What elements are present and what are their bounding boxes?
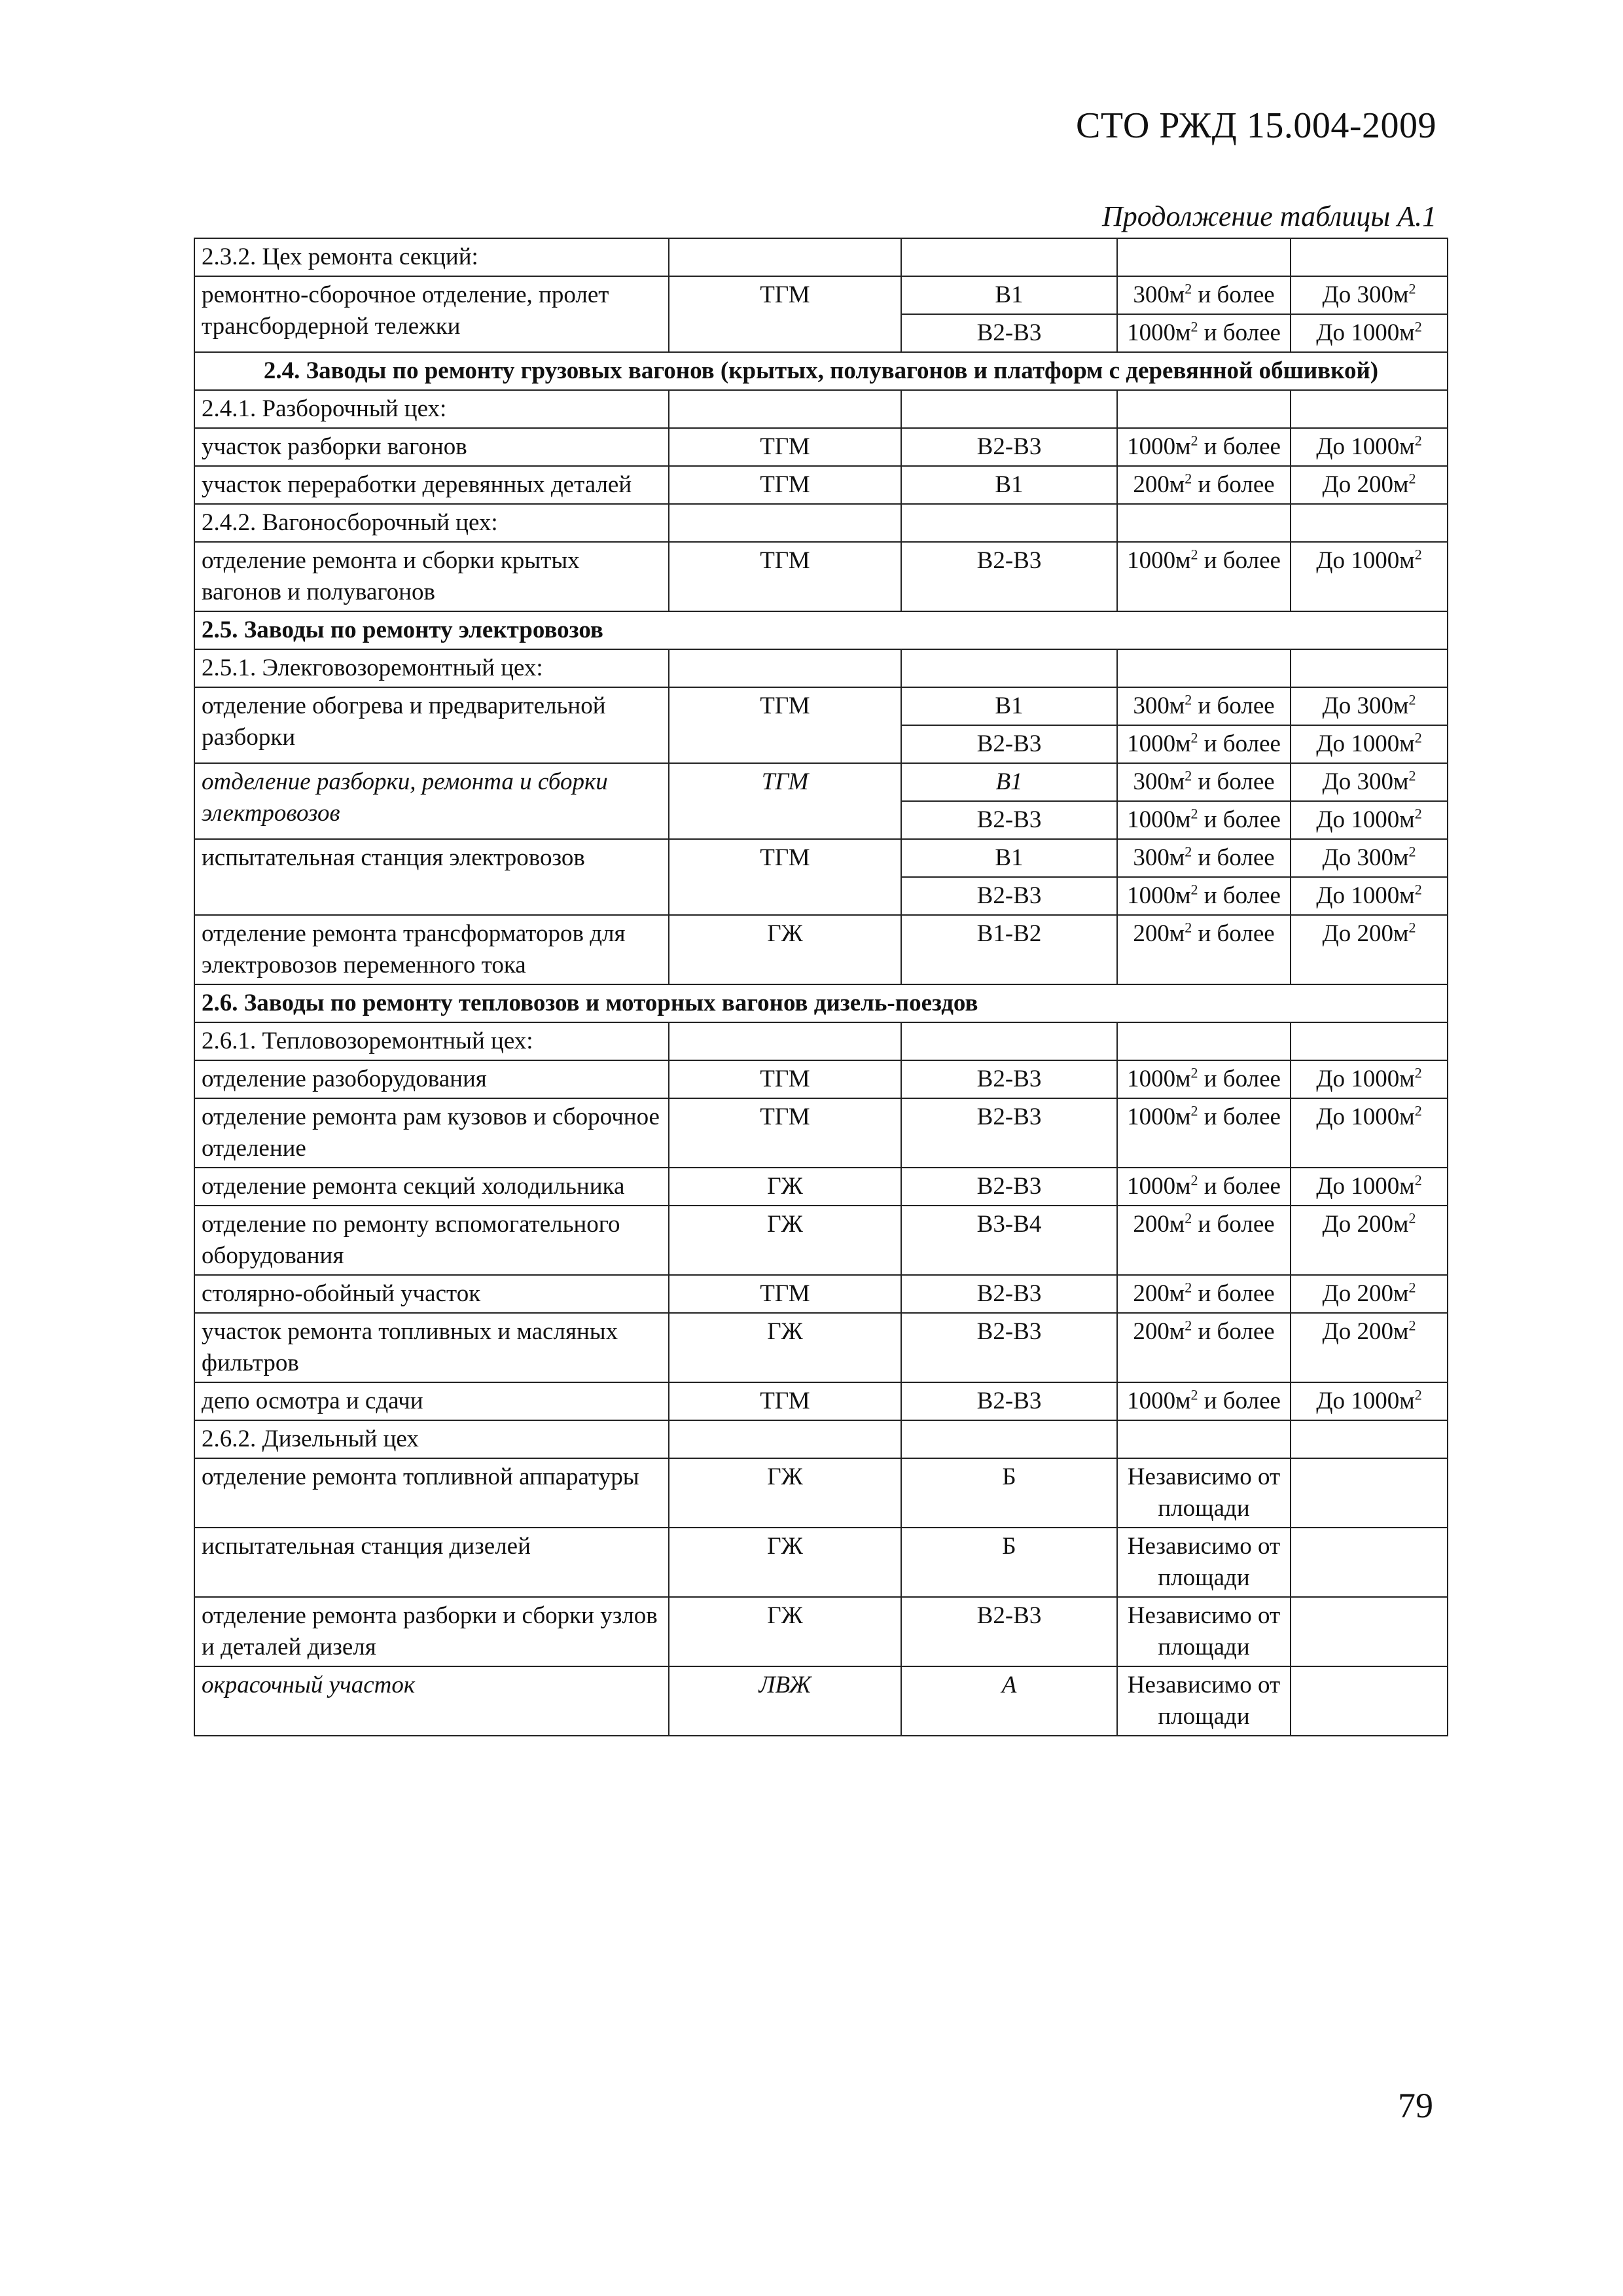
sup-2: 2 [1190, 318, 1198, 335]
page-number: 79 [1398, 2086, 1433, 2125]
area-value: 1000 [1127, 806, 1176, 833]
table-row [194, 390, 1448, 428]
limit-cell [1291, 763, 1448, 801]
table-row [194, 763, 1448, 801]
category-cell: ТГМ [669, 839, 901, 915]
empty-cell [1291, 238, 1448, 276]
sup-2: 2 [1414, 1386, 1422, 1403]
empty-cell [1291, 390, 1448, 428]
area-cell: Независимо от площади [1117, 1528, 1291, 1597]
category-cell: ТГМ [669, 1275, 901, 1313]
category-cell: ГЖ [669, 1528, 901, 1597]
category-cell: ГЖ [669, 1168, 901, 1206]
sup-2: 2 [1190, 546, 1198, 563]
area-cell: $1000м^2$ и более [1117, 1382, 1291, 1420]
class-cell: В1 [901, 276, 1117, 314]
table-row [194, 1206, 1448, 1275]
category-cell: ЛВЖ [669, 1666, 901, 1736]
category-cell: ТГМ [669, 1098, 901, 1168]
class-cell: В2-В3 [901, 725, 1117, 763]
area-tail: и более [1198, 882, 1281, 909]
limit-cell [1291, 725, 1448, 763]
area-cell: $300м^2$ и более [1117, 276, 1291, 314]
area-cell: $1000м^2$ и более [1117, 542, 1291, 611]
sup-2: 2 [1414, 1102, 1422, 1119]
area-value: 1000 [1127, 1103, 1176, 1130]
category-cell: ТГМ [669, 763, 901, 839]
area-value: 200 [1133, 471, 1169, 498]
empty-cell [669, 238, 901, 276]
limit-value: До 1000м [1316, 1388, 1415, 1414]
empty-cell [901, 649, 1117, 687]
empty-cell [901, 238, 1117, 276]
category-cell: ГЖ [669, 915, 901, 984]
class-cell: В2-В3 [901, 1313, 1117, 1382]
room-name: участок разборки вагонов [194, 428, 669, 466]
table-row [194, 1666, 1448, 1736]
limit-value: До 200м [1322, 1280, 1409, 1307]
table-row [194, 1168, 1448, 1206]
limit-value: До 200м [1322, 471, 1409, 498]
area-value: 1000 [1127, 319, 1176, 346]
area-cell: $1000м^2$ и более [1117, 801, 1291, 839]
empty-cell [901, 390, 1117, 428]
sup-2: 2 [1408, 1210, 1416, 1227]
room-name: отделение ремонта трансформаторов для электровозов переменного тока [194, 915, 669, 984]
limit-cell [1291, 877, 1448, 915]
area-cell: Независимо от площади [1117, 1666, 1291, 1736]
area-tail: и более [1198, 1173, 1281, 1200]
empty-cell [1117, 238, 1291, 276]
sup-2: 2 [1185, 843, 1192, 860]
area-cell: $200м^2$ и более [1117, 1313, 1291, 1382]
area-value: 1000 [1127, 1173, 1176, 1200]
room-name: участок переработки деревянных деталей [194, 466, 669, 504]
sup-2: 2 [1190, 1386, 1198, 1403]
area-cell: $200м^2$ и более [1117, 1275, 1291, 1313]
sup-2: 2 [1408, 470, 1416, 487]
empty-cell [1117, 1022, 1291, 1060]
section-heading: 2.5. Заводы по ремонту электровозов [194, 611, 1448, 649]
sup-2: 2 [1185, 1317, 1192, 1334]
area-cell: $1000м^2$ и более [1117, 725, 1291, 763]
empty-cell [901, 504, 1117, 542]
room-name: отделение ремонта секций холодильника [194, 1168, 669, 1206]
table-row [194, 428, 1448, 466]
limit-cell [1291, 1206, 1448, 1275]
room-name: испытательная станция дизелей [194, 1528, 669, 1597]
empty-cell [901, 1022, 1117, 1060]
area-value: 300 [1133, 692, 1169, 719]
sup-2: 2 [1190, 1064, 1198, 1081]
document-code: СТО РЖД 15.004-2009 [1076, 105, 1436, 146]
area-tail: и более [1192, 920, 1275, 947]
limit-cell [1291, 1168, 1448, 1206]
table-row [194, 839, 1448, 877]
table-row [194, 1098, 1448, 1168]
class-cell: В1-В2 [901, 915, 1117, 984]
table-row [194, 649, 1448, 687]
room-name: ремонтно-сборочное отделение, пролет трансбордерной тележки [194, 276, 669, 352]
table-row [194, 1022, 1448, 1060]
empty-cell [669, 504, 901, 542]
category-cell: ГЖ [669, 1206, 901, 1275]
class-cell: В3-В4 [901, 1206, 1117, 1275]
area-cell: $300м^2$ и более [1117, 687, 1291, 725]
category-cell: ТГМ [669, 542, 901, 611]
area-tail: и более [1192, 1211, 1275, 1238]
room-name: окрасочный участок [194, 1666, 669, 1736]
area-tail: и более [1192, 1318, 1275, 1345]
category-cell: ТГМ [669, 466, 901, 504]
table-row [194, 1313, 1448, 1382]
category-cell: ГЖ [669, 1458, 901, 1528]
empty-cell [669, 649, 901, 687]
area-tail: и более [1198, 806, 1281, 833]
room-name: отделение по ремонту вспомогательного оборудования [194, 1206, 669, 1275]
area-tail: и более [1198, 433, 1281, 460]
limit-cell [1291, 314, 1448, 352]
class-cell: Б [901, 1458, 1117, 1528]
empty-cell [1291, 649, 1448, 687]
sup-2: 2 [1414, 729, 1422, 746]
class-cell: В2-В3 [901, 1275, 1117, 1313]
class-cell: В1 [901, 839, 1117, 877]
area-value: 1000 [1127, 547, 1176, 574]
empty-cell [901, 1420, 1117, 1458]
class-cell: В2-В3 [901, 1060, 1117, 1098]
area-value: 1000 [1127, 1066, 1176, 1092]
room-name: отделение ремонта рам кузовов и сборочное отделение [194, 1098, 669, 1168]
category-cell: ТГМ [669, 1060, 901, 1098]
sup-2: 2 [1190, 1102, 1198, 1119]
limit-cell [1291, 915, 1448, 984]
limit-value: До 1000м [1316, 1103, 1415, 1130]
class-cell: В2-В3 [901, 1597, 1117, 1666]
norms-table-body [194, 238, 1448, 1736]
class-cell: В2-В3 [901, 877, 1117, 915]
empty-cell [1291, 1420, 1448, 1458]
sup-2: 2 [1185, 691, 1192, 708]
limit-cell [1291, 428, 1448, 466]
area-value: 300 [1133, 844, 1169, 871]
limit-value: До 1000м [1316, 730, 1415, 757]
subsection-label: 2.4.2. Вагоносборочный цех: [194, 504, 669, 542]
empty-cell [1291, 1666, 1448, 1736]
area-tail: и более [1198, 730, 1281, 757]
empty-cell [1117, 1420, 1291, 1458]
sup-2: 2 [1185, 767, 1192, 784]
limit-value: До 200м [1322, 920, 1409, 947]
area-value: 200 [1133, 920, 1169, 947]
room-name: участок ремонта топливных и масляных фильтров [194, 1313, 669, 1382]
limit-cell [1291, 1098, 1448, 1168]
area-cell: $300м^2$ и более [1117, 763, 1291, 801]
table-row [194, 504, 1448, 542]
empty-cell [1291, 504, 1448, 542]
limit-cell [1291, 801, 1448, 839]
room-name: отделение ремонта и сборки крытых вагонов и полувагонов [194, 542, 669, 611]
sup-2: 2 [1414, 432, 1422, 449]
area-value: 300 [1133, 768, 1169, 795]
sup-2: 2 [1190, 432, 1198, 449]
table-row [194, 542, 1448, 611]
area-tail: и более [1198, 1103, 1281, 1130]
category-cell: ТГМ [669, 428, 901, 466]
empty-cell [1117, 504, 1291, 542]
sup-2: 2 [1185, 1210, 1192, 1227]
category-cell: ГЖ [669, 1313, 901, 1382]
limit-value: До 1000м [1316, 1066, 1415, 1092]
sup-2: 2 [1408, 691, 1416, 708]
room-name: столярно-обойный участок [194, 1275, 669, 1313]
limit-cell [1291, 542, 1448, 611]
limit-value: До 200м [1322, 1318, 1409, 1345]
sup-2: 2 [1408, 280, 1416, 297]
sup-2: 2 [1190, 805, 1198, 822]
limit-cell [1291, 1060, 1448, 1098]
limit-cell [1291, 466, 1448, 504]
sup-2: 2 [1408, 1279, 1416, 1296]
sup-2: 2 [1408, 843, 1416, 860]
area-cell: $200м^2$ и более [1117, 466, 1291, 504]
sup-2: 2 [1408, 767, 1416, 784]
area-tail: и более [1198, 1066, 1281, 1092]
empty-cell [1291, 1458, 1448, 1528]
limit-value: До 1000м [1316, 319, 1415, 346]
area-value: 200 [1133, 1318, 1169, 1345]
table-row [194, 1458, 1448, 1528]
table-row [194, 687, 1448, 725]
area-cell: $300м^2$ и более [1117, 839, 1291, 877]
room-name: отделение разоборудования [194, 1060, 669, 1098]
sup-2: 2 [1185, 1279, 1192, 1296]
sup-2: 2 [1414, 1064, 1422, 1081]
table-row [194, 1528, 1448, 1597]
sup-2: 2 [1185, 919, 1192, 936]
table-row [194, 276, 1448, 314]
section-heading: 2.6. Заводы по ремонту тепловозов и моторных вагонов дизель-поездов [194, 984, 1448, 1022]
limit-value: До 1000м [1316, 806, 1415, 833]
area-value: 1000 [1127, 730, 1176, 757]
area-value: 200 [1133, 1211, 1169, 1238]
sup-2: 2 [1190, 1172, 1198, 1189]
area-cell: $1000м^2$ и более [1117, 1060, 1291, 1098]
class-cell: В2-В3 [901, 1168, 1117, 1206]
sup-2: 2 [1414, 546, 1422, 563]
class-cell: В2-В3 [901, 1098, 1117, 1168]
table-row [194, 611, 1448, 649]
table-row [194, 466, 1448, 504]
limit-value: До 300м [1322, 844, 1409, 871]
norms-table [194, 238, 1448, 1736]
area-cell: $1000м^2$ и более [1117, 314, 1291, 352]
sup-2: 2 [1414, 805, 1422, 822]
limit-value: До 200м [1322, 1211, 1409, 1238]
empty-cell [1291, 1022, 1448, 1060]
class-cell: Б [901, 1528, 1117, 1597]
room-name: отделение ремонта топливной аппаратуры [194, 1458, 669, 1528]
limit-value: До 300м [1322, 692, 1409, 719]
class-cell: В2-В3 [901, 314, 1117, 352]
area-tail: и более [1192, 1280, 1275, 1307]
limit-value: До 1000м [1316, 547, 1415, 574]
area-tail: и более [1192, 768, 1275, 795]
sup-2: 2 [1185, 470, 1192, 487]
limit-value: До 300м [1322, 768, 1409, 795]
area-cell: Независимо от площади [1117, 1458, 1291, 1528]
table-row [194, 238, 1448, 276]
area-tail: и более [1192, 692, 1275, 719]
area-tail: и более [1198, 547, 1281, 574]
area-cell: $1000м^2$ и более [1117, 428, 1291, 466]
area-value: 200 [1133, 1280, 1169, 1307]
limit-value: До 1000м [1316, 1173, 1415, 1200]
limit-cell [1291, 687, 1448, 725]
empty-cell [669, 1022, 901, 1060]
limit-cell [1291, 1275, 1448, 1313]
category-cell: ГЖ [669, 1597, 901, 1666]
subsection-label: 2.5.1. Элекговозоремонтный цех: [194, 649, 669, 687]
table-row [194, 1275, 1448, 1313]
category-cell: ТГМ [669, 687, 901, 763]
area-tail: и более [1198, 1388, 1281, 1414]
class-cell: В2-В3 [901, 801, 1117, 839]
empty-cell [1291, 1597, 1448, 1666]
category-cell: ТГМ [669, 1382, 901, 1420]
area-tail: и более [1192, 844, 1275, 871]
table-row [194, 1060, 1448, 1098]
class-cell: В1 [901, 466, 1117, 504]
area-cell: $200м^2$ и более [1117, 915, 1291, 984]
class-cell: В1 [901, 763, 1117, 801]
limit-cell [1291, 1382, 1448, 1420]
area-cell: Независимо от площади [1117, 1597, 1291, 1666]
category-cell: ТГМ [669, 276, 901, 352]
sup-2: 2 [1190, 729, 1198, 746]
subsection-label: 2.3.2. Цех ремонта секций: [194, 238, 669, 276]
table-row [194, 1420, 1448, 1458]
area-tail: и более [1198, 319, 1281, 346]
subsection-label: 2.4.1. Разборочный цех: [194, 390, 669, 428]
subsection-label: 2.6.1. Тепловозоремонтный цех: [194, 1022, 669, 1060]
room-name: отделение ремонта разборки и сборки узлов и деталей дизеля [194, 1597, 669, 1666]
table-row [194, 984, 1448, 1022]
class-cell: В1 [901, 687, 1117, 725]
limit-cell [1291, 839, 1448, 877]
table-continuation-caption: Продолжение таблицы А.1 [1102, 200, 1436, 232]
sup-2: 2 [1190, 881, 1198, 898]
area-cell: $1000м^2$ и более [1117, 877, 1291, 915]
class-cell: В2-В3 [901, 1382, 1117, 1420]
class-cell: А [901, 1666, 1117, 1736]
sup-2: 2 [1414, 318, 1422, 335]
limit-value: До 300м [1322, 281, 1409, 308]
table-row [194, 352, 1448, 390]
section-heading: 2.4. Заводы по ремонту грузовых вагонов (крытых, полувагонов и платформ с деревянной обшивкой) [194, 352, 1448, 390]
empty-cell [1291, 1528, 1448, 1597]
room-name: отделение разборки, ремонта и сборки электровозов [194, 763, 669, 839]
sup-2: 2 [1414, 881, 1422, 898]
area-value: 300 [1133, 281, 1169, 308]
empty-cell [669, 1420, 901, 1458]
limit-value: До 1000м [1316, 882, 1415, 909]
sup-2: 2 [1185, 280, 1192, 297]
room-name: отделение обогрева и предварительной разборки [194, 687, 669, 763]
empty-cell [669, 390, 901, 428]
room-name: испытательная станция электровозов [194, 839, 669, 915]
empty-cell [1117, 649, 1291, 687]
sup-2: 2 [1414, 1172, 1422, 1189]
area-tail: и более [1192, 471, 1275, 498]
area-cell: $1000м^2$ и более [1117, 1168, 1291, 1206]
table-row [194, 915, 1448, 984]
area-value: 1000 [1127, 433, 1176, 460]
class-cell: В2-В3 [901, 542, 1117, 611]
subsection-label: 2.6.2. Дизельный цех [194, 1420, 669, 1458]
area-cell: $200м^2$ и более [1117, 1206, 1291, 1275]
sup-2: 2 [1408, 919, 1416, 936]
area-value: 1000 [1127, 882, 1176, 909]
sup-2: 2 [1408, 1317, 1416, 1334]
class-cell: В2-В3 [901, 428, 1117, 466]
area-tail: и более [1192, 281, 1275, 308]
limit-value: До 1000м [1316, 433, 1415, 460]
empty-cell [1117, 390, 1291, 428]
room-name: депо осмотра и сдачи [194, 1382, 669, 1420]
area-cell: $1000м^2$ и более [1117, 1098, 1291, 1168]
table-row [194, 1382, 1448, 1420]
table-row [194, 1597, 1448, 1666]
limit-cell [1291, 276, 1448, 314]
limit-cell [1291, 1313, 1448, 1382]
area-value: 1000 [1127, 1388, 1176, 1414]
